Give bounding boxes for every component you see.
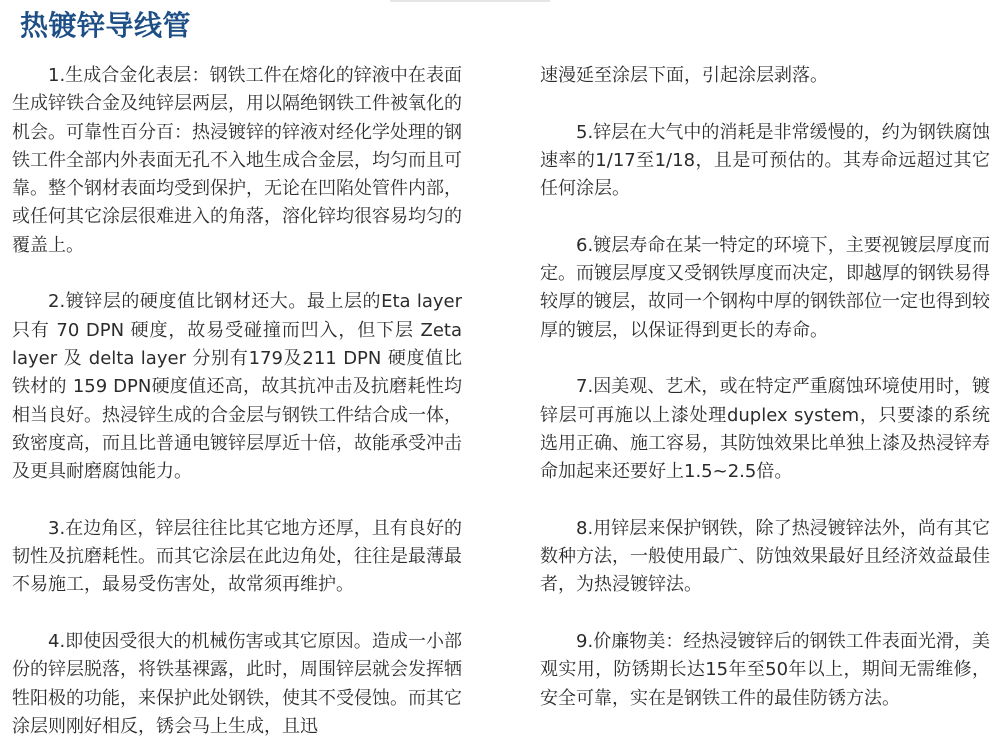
paragraph-6: 6.镀层寿命在某一特定的环境下，主要视镀层厚度而定。而镀层厚度又受钢铁厚度而决定，即越厚的钢铁易得较厚的镀层，故同一个钢构中厚的钢铁部位一定也得到较厚的镀层，以保证得到更长的寿命。 bbox=[540, 234, 990, 341]
paragraph-7: 7.因美观、艺术，或在特定严重腐蚀环境使用时，镀锌层可再施以上漆处理duplex system，只要漆的系统选用正确、施工容易，其防蚀效果比单独上漆及热浸锌寿命加起来还要好上1.5~2.5倍。 bbox=[540, 376, 990, 483]
right-column bbox=[540, 62, 990, 713]
top-divider bbox=[390, 0, 550, 2]
paragraph-8: 8.用锌层来保护钢铁，除了热浸镀锌法外，尚有其它数种方法，一般使用最广、防蚀效果最好且经济效益最佳者，为热浸镀锌法。 bbox=[540, 517, 990, 596]
paragraph-5: 5.锌层在大气中的消耗是非常缓慢的，约为钢铁腐蚀速率的1/17至1/18，且是可预估的。其寿命远超过其它任何涂层。 bbox=[540, 121, 990, 200]
paragraph-1: 1.生成合金化表层：钢铁工件在熔化的锌液中在表面生成锌铁合金及纯锌层两层，用以隔绝钢铁工件被氧化的机会。可靠性百分百：热浸镀锌的锌液对经化学处理的钢铁工件全部内外表面无孔不入地生成合金层，均匀而且可靠。整个钢材表面均受到保护，无论在凹陷处管件内部，或任何其它涂层很难进入的角落，溶化锌均很容易均匀的覆盖上。 bbox=[12, 65, 462, 256]
paragraph-2: 2.镀锌层的硬度值比钢材还大。最上层的Eta layer 只有 70 DPN 硬度，故易受碰撞而凹入，但下层 Zeta layer 及 delta layer 分别有179及211 DPN 硬度值比铁材的 159 DPN硬度值还高，故其抗冲击及抗磨耗性均相当良好。热浸锌生成的合金层与钢铁工件结合成一体，致密度高，而且比普通电镀锌层厚近十倍，故能承受冲击及更具耐磨腐蚀能力。 bbox=[12, 291, 462, 483]
paragraph-9: 9.价廉物美：经热浸镀锌后的钢铁工件表面光滑，美观实用，防锈期长达15年至50年以上，期间无需维修，安全可靠，实在是钢铁工件的最佳防锈方法。 bbox=[540, 630, 990, 709]
left-column bbox=[12, 62, 462, 741]
paragraph-4-continued: 速漫延至涂层下面，引起涂层剥落。 bbox=[540, 65, 828, 86]
paragraph-4: 4.即使因受很大的机械伤害或其它原因。造成一小部份的锌层脱落，将铁基裸露，此时，周围锌层就会发挥牺牲阳极的功能，来保护此处钢铁，使其不受侵蚀。而其它涂层则刚好相反，锈会马上生成，且迅 bbox=[12, 630, 462, 737]
paragraph-3: 3.在边角区，锌层往往比其它地方还厚，且有良好的韧性及抗磨耗性。而其它涂层在此边角处，往往是最薄最不易施工，最易受伤害处，故常须再维护。 bbox=[12, 517, 462, 596]
page-title: 热镀锌导线管 bbox=[20, 9, 192, 42]
